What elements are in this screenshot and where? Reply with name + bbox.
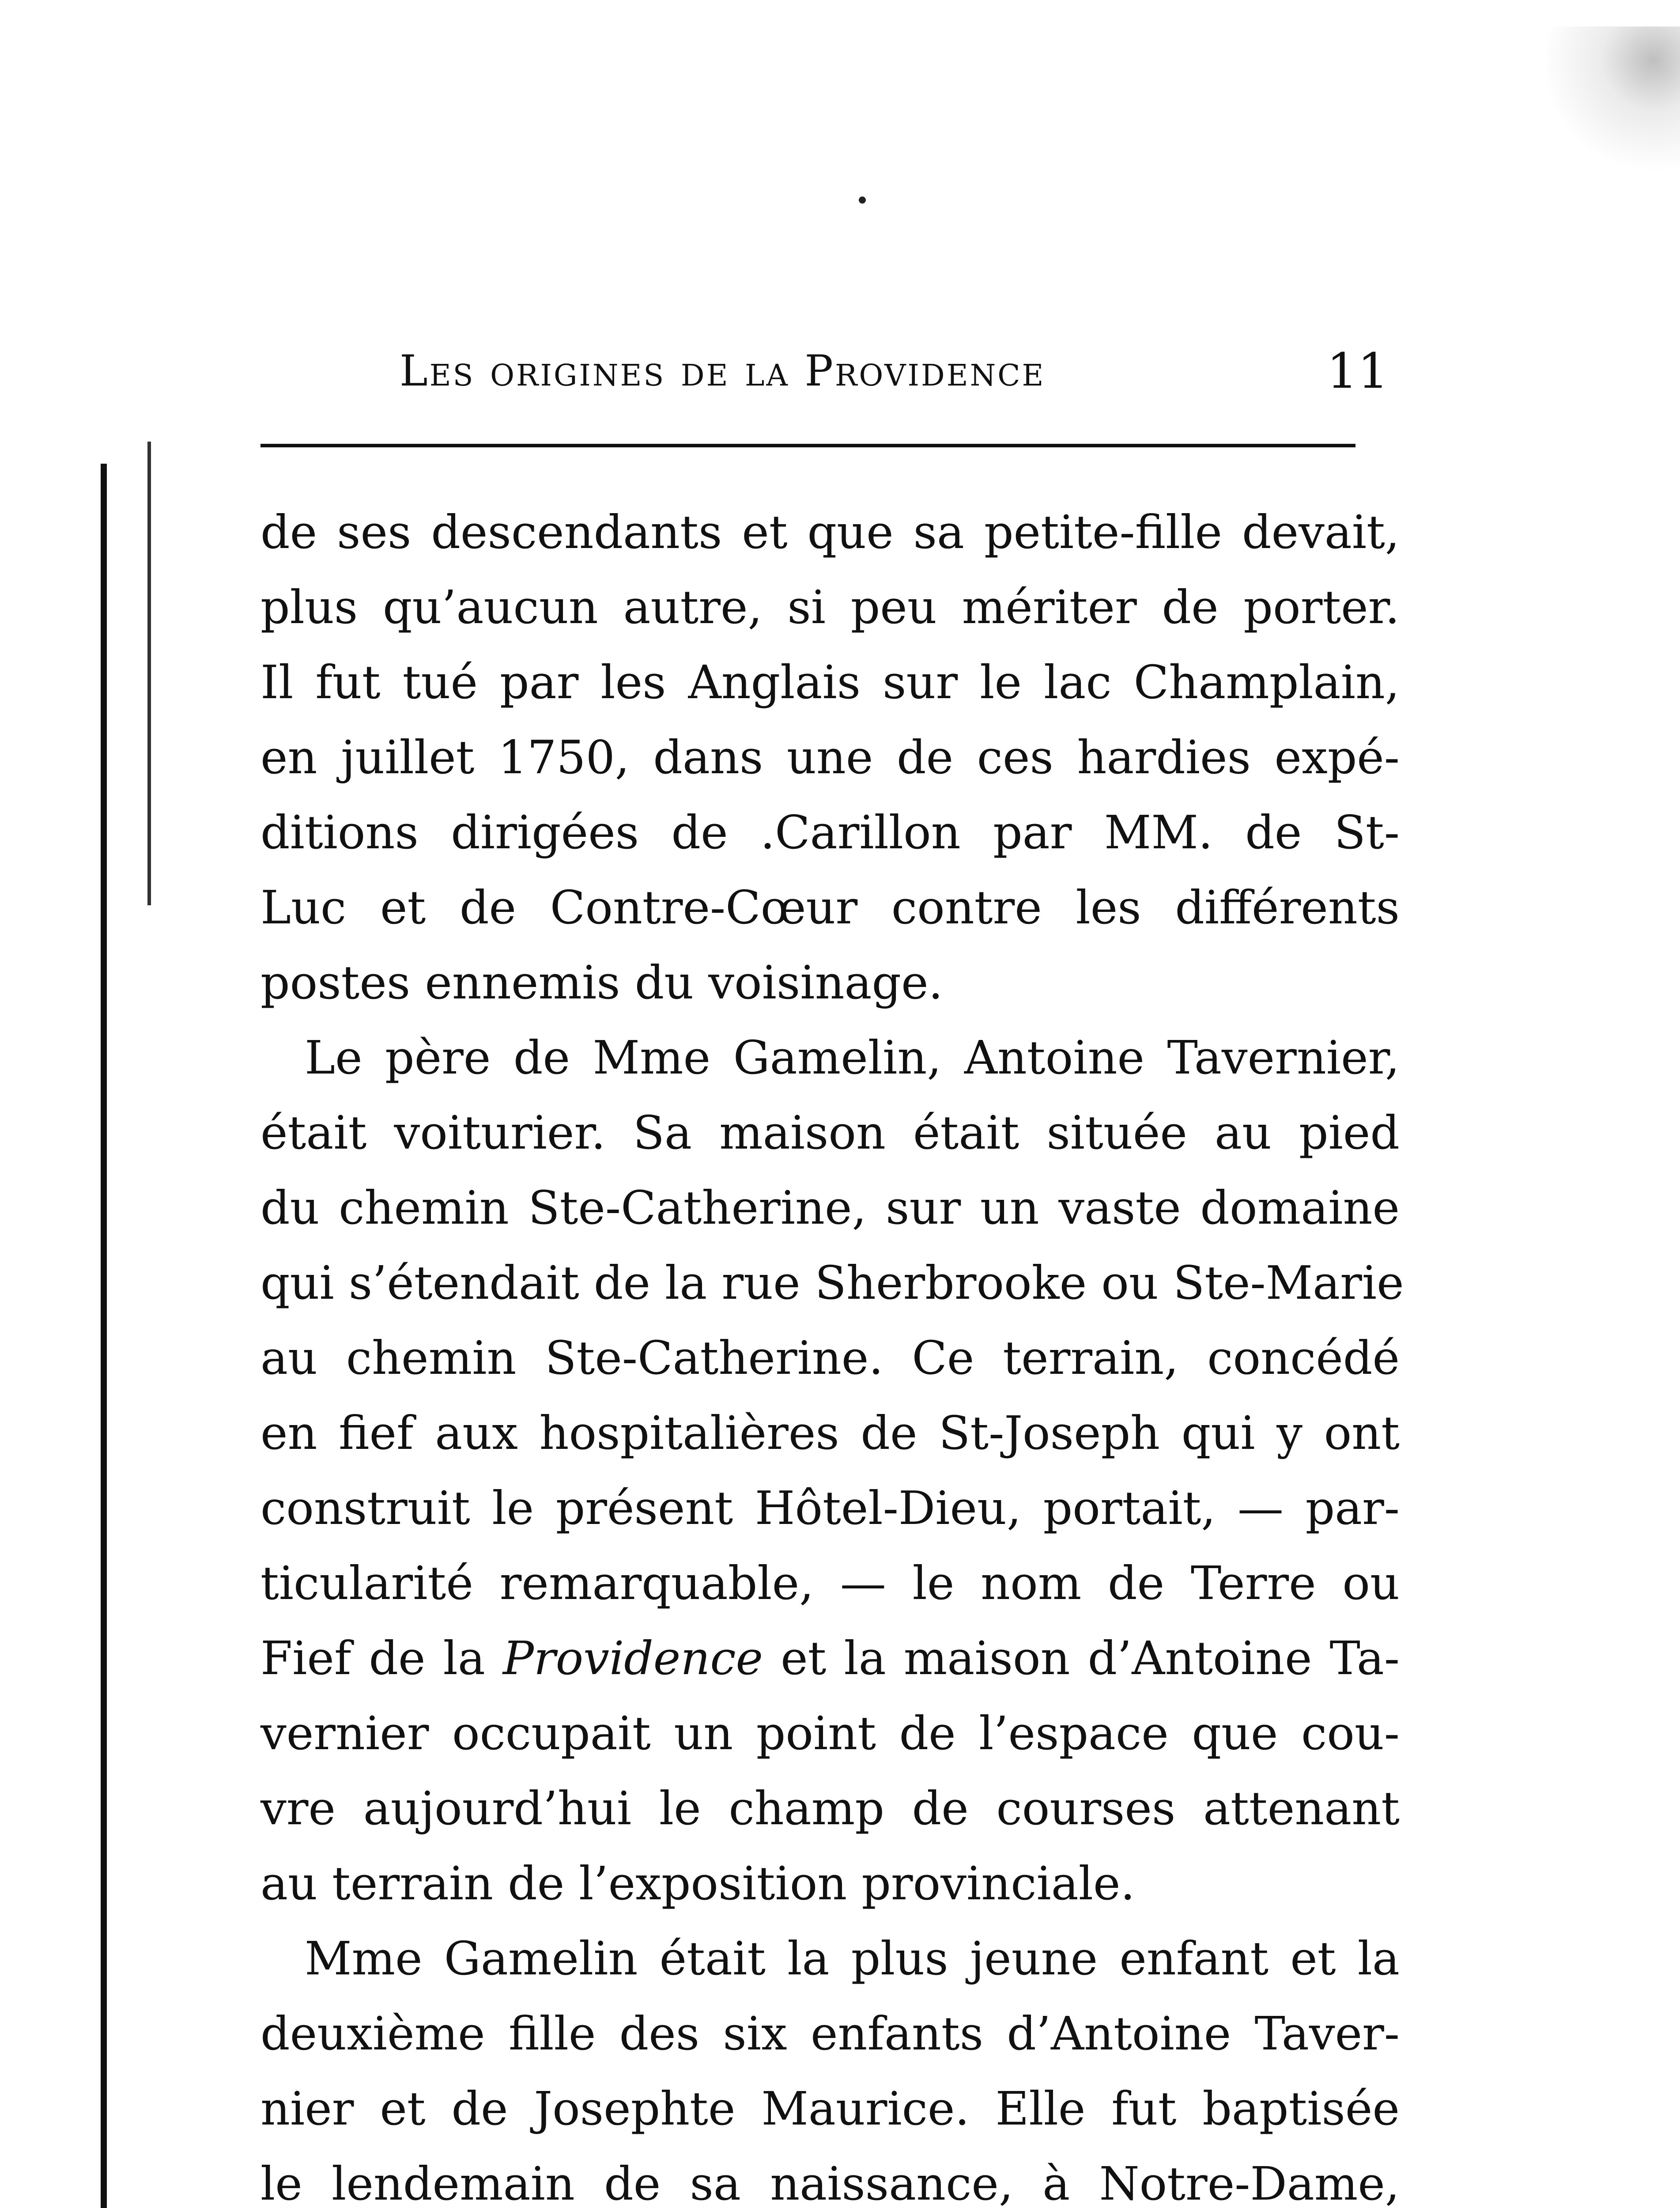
text-line: au terrain de l’exposition provinciale. <box>260 1856 1135 1910</box>
text-line: deuxième fille des six enfants d’Antoine Taver- <box>260 2007 1400 2061</box>
text-line: Il fut tué par les Anglais sur le lac Champlain, <box>260 655 1400 709</box>
page-number: 11 <box>1327 343 1389 399</box>
text-line: en juillet 1750, dans une de ces hardies expé- <box>260 730 1400 784</box>
text-fragment: Fief de la <box>260 1631 485 1685</box>
scan-edge-mark <box>147 442 151 905</box>
text-line: Mme Gamelin était la plus jeune enfant et la <box>305 1932 1400 1985</box>
ink-speck <box>859 197 866 204</box>
body-text <box>260 495 1404 2208</box>
running-title: Les origines de la Providence <box>400 346 1046 396</box>
text-line: le lendemain de sa naissance, à Notre-Dame, <box>260 2157 1400 2208</box>
scan-noise-top-right <box>1548 26 1680 194</box>
header-rule <box>260 444 1355 447</box>
running-head <box>400 340 1389 402</box>
text-line: en fief aux hospitalières de St-Joseph qui y ont <box>260 1406 1400 1460</box>
text-line: de ses descendants et que sa petite-fille devait, <box>260 505 1400 559</box>
text-line: Luc et de Contre-Cœur contre les différents <box>260 881 1400 934</box>
text-line: au chemin Ste-Catherine. Ce terrain, concédé <box>260 1331 1400 1385</box>
text-line: ticularité remarquable, — le nom de Terre ou <box>260 1556 1400 1610</box>
text-line: vre aujourd’hui le champ de courses attenant <box>260 1781 1400 1835</box>
text-line: qui s’étendait de la rue Sherbrooke ou Ste-Marie <box>260 1256 1404 1310</box>
text-line: Le père de Mme Gamelin, Antoine Tavernier, <box>305 1031 1400 1085</box>
text-fragment: et la maison d’Antoine Ta- <box>781 1631 1400 1685</box>
text-line: ditions dirigées de .Carillon par MM. de St- <box>260 805 1400 859</box>
italic-term: Providence <box>502 1631 763 1685</box>
text-line: vernier occupait un point de l’espace que cou- <box>260 1706 1400 1760</box>
text-line: du chemin Ste-Catherine, sur un vaste domaine <box>260 1181 1400 1235</box>
text-line: postes ennemis du voisinage. <box>260 956 943 1009</box>
scan-edge-line <box>101 464 107 2208</box>
text-line-mixed <box>260 1621 1400 1696</box>
text-line: était voiturier. Sa maison était située au pied <box>260 1106 1400 1160</box>
text-line: nier et de Josephte Maurice. Elle fut baptisée <box>260 2082 1400 2136</box>
text-line: plus qu’aucun autre, si peu mériter de porter. <box>260 580 1400 634</box>
text-line: construit le présent Hôtel-Dieu, portait, — par- <box>260 1481 1400 1535</box>
